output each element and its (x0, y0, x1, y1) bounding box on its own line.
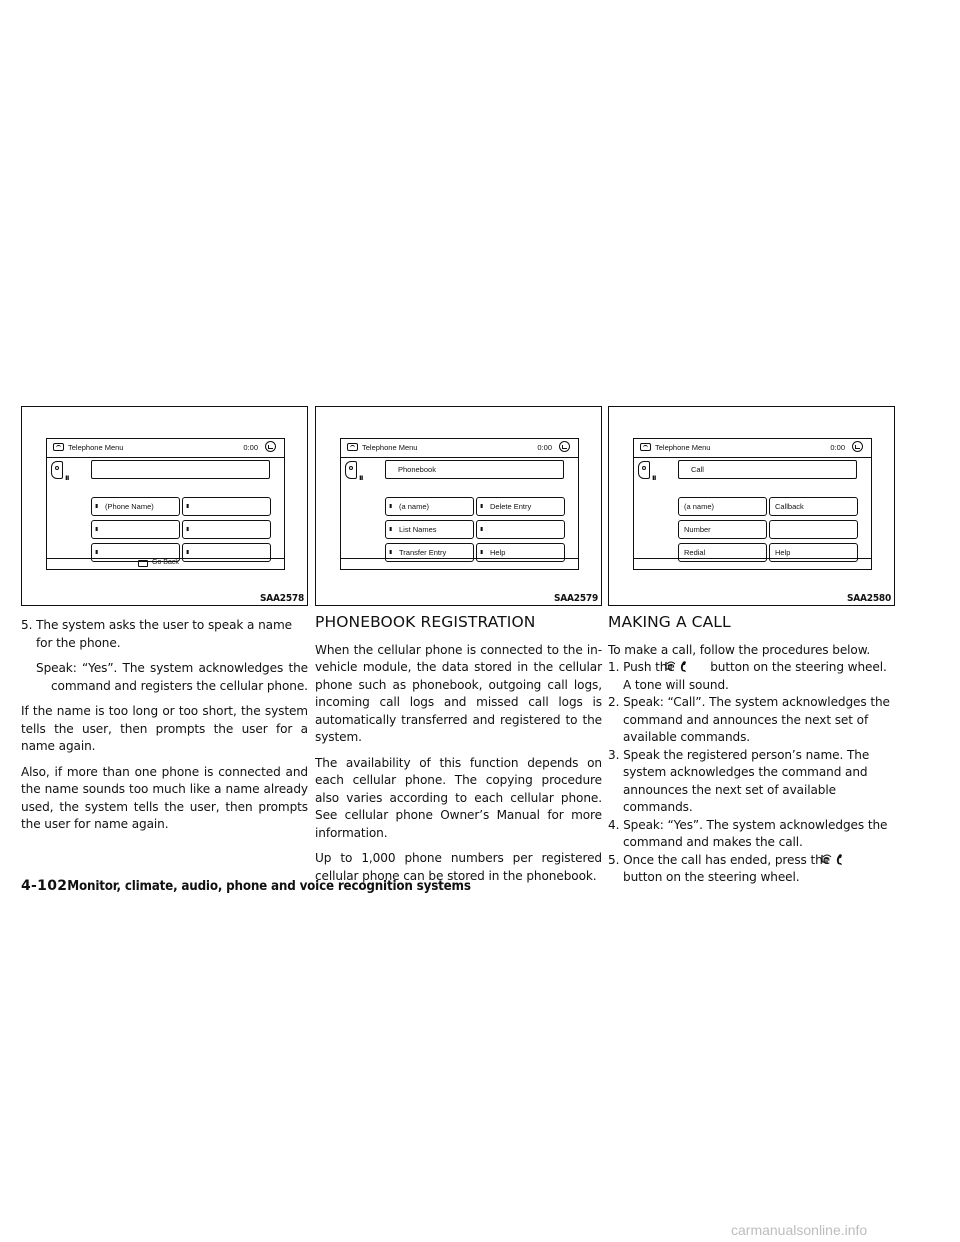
page-footer (21, 878, 471, 894)
step-number: 1. (608, 660, 624, 674)
step-text: button on the steering wheel. (623, 870, 800, 884)
menu-button[interactable] (769, 520, 858, 539)
voice-icon: ıı (480, 502, 482, 510)
step-text: Push the (623, 660, 675, 674)
talk-phone-icon (819, 852, 847, 866)
step-item (608, 659, 895, 694)
talk-phone-icon (678, 659, 706, 673)
screen-footer (634, 558, 871, 569)
voice-icon: ıı (95, 525, 97, 533)
voice-icon: ıı (389, 525, 391, 533)
phone-icon (53, 443, 64, 451)
menu-button[interactable] (769, 497, 858, 516)
command-bar-label: Phonebook (398, 465, 436, 474)
telephone-screen (340, 438, 579, 570)
step-text: Speak the registered person’s name. The system acknowledges the command and announces the next set of available commands. (623, 747, 870, 814)
menu-button-label: Help (775, 548, 791, 557)
voice-icon: ıı (186, 502, 188, 510)
step-text: Once the call has ended, press the (623, 852, 831, 867)
paragraph: Up to 1,000 phone numbers per registered cellular phone can be stored in the phonebook. (315, 851, 602, 883)
step-text: The system asks the user to speak a name for the phone. (36, 618, 292, 650)
step-text: button on the steering wheel. A tone will sound. (623, 660, 887, 692)
section-heading: MAKING A CALL (608, 613, 731, 631)
menu-button-label: Callback (775, 502, 804, 511)
voice-face-icon: ıı (638, 461, 654, 481)
intro-text: To make a call, follow the procedures below. (608, 642, 871, 657)
screen-header (341, 439, 578, 458)
step-number: 2. (608, 695, 624, 709)
voice-icon: ıı (480, 525, 482, 533)
step-5 (21, 617, 308, 652)
command-bar (678, 460, 857, 479)
menu-button[interactable] (476, 497, 565, 516)
call-timer: 0:00 (243, 443, 258, 452)
voice-icon: ıı (389, 548, 391, 556)
page-number: 4-102 (21, 878, 68, 894)
back-icon[interactable] (265, 441, 276, 452)
voice-face-icon: ıı (345, 461, 361, 481)
telephone-screen (633, 438, 872, 570)
voice-icon: ıı (95, 548, 97, 556)
go-back-label[interactable]: Go Back (152, 559, 179, 566)
voice-icon: ıı (389, 502, 391, 510)
step-5-sub: Speak: “Yes”. The system acknowledges the command and registers the cellular phone. (36, 661, 308, 693)
step-number: 5. (21, 618, 37, 632)
menu-button-label: (Phone Name) (105, 502, 154, 511)
menu-button[interactable] (678, 520, 767, 539)
voice-icon: ıı (480, 548, 482, 556)
screen-title: Telephone Menu (362, 443, 418, 452)
step-item (608, 817, 895, 852)
watermark: carmanualsonline.info (731, 1222, 868, 1238)
menu-button[interactable] (91, 497, 180, 516)
step-text: Speak: “Call”. The system acknowledges the command and announces the next set of available commands. (623, 695, 890, 744)
step-number: 4. (608, 817, 624, 832)
menu-button[interactable] (476, 520, 565, 539)
menu-button-label: List Names (399, 525, 437, 534)
menu-button[interactable] (91, 520, 180, 539)
paragraph: If the name is too long or too short, the system tells the user, then prompts the user for a name again. (21, 704, 308, 753)
back-icon[interactable] (559, 441, 570, 452)
figure-code: SAA2578 (259, 593, 304, 604)
screen-header (634, 439, 871, 458)
step-number: 3. (608, 747, 624, 762)
screen-title: Telephone Menu (655, 443, 711, 452)
figure-saa2579 (315, 406, 602, 606)
command-bar-label: Call (691, 465, 704, 474)
call-timer: 0:00 (537, 443, 552, 452)
figure-code: SAA2580 (846, 593, 891, 604)
menu-button[interactable] (182, 520, 271, 539)
voice-icon: ıı (186, 525, 188, 533)
screen-footer (341, 558, 578, 569)
menu-button-label: Help (490, 548, 506, 557)
talk-phone-icon (663, 659, 691, 673)
menu-button[interactable] (678, 497, 767, 516)
menu-button-label: (a name) (399, 502, 430, 511)
section-heading: PHONEBOOK REGISTRATION (315, 613, 536, 631)
screen-footer (47, 558, 284, 569)
back-icon[interactable] (852, 441, 863, 452)
paragraph: When the cellular phone is connected to the in-vehicle module, the data stored in the cellular phone such as phonebook, outgoing call logs, incoming call logs and missed call logs is automatically transferred and registered to the system. (315, 642, 602, 744)
figure-saa2578 (21, 406, 308, 606)
talk-phone-icon (834, 852, 862, 866)
screen-title: Telephone Menu (68, 443, 124, 452)
steps-list (608, 659, 895, 887)
figure-code: SAA2579 (553, 593, 598, 604)
step-item (608, 852, 895, 887)
menu-button[interactable] (385, 497, 474, 516)
chapter-title: Monitor, climate, audio, phone and voice recognition systems (67, 879, 471, 894)
paragraph: The availability of this function depends on each cellular phone. The copying procedure also varies according to each cellular phone. See cellular phone Owner’s Manual for more information. (315, 755, 602, 840)
menu-button-label: Delete Entry (490, 502, 532, 511)
voice-face-icon: ıı (51, 461, 67, 481)
command-bar (91, 460, 270, 479)
column-1 (21, 617, 308, 842)
column-3 (608, 614, 895, 887)
step-item (608, 747, 895, 817)
step-item (608, 694, 895, 747)
column-2 (315, 614, 602, 893)
call-timer: 0:00 (830, 443, 845, 452)
voice-icon: ıı (186, 548, 188, 556)
voice-icon: ıı (95, 502, 97, 510)
menu-button[interactable] (182, 497, 271, 516)
figure-saa2580 (608, 406, 895, 606)
menu-button-label: Number (684, 525, 711, 534)
step-number: 5. (608, 852, 624, 867)
paragraph: Also, if more than one phone is connected and the name sounds too much like a name already used, the system tells the user, then prompts the user for name again. (21, 764, 308, 831)
step-text: Speak: “Yes”. The system acknowledges the command and makes the call. (623, 817, 888, 849)
menu-button-label: Transfer Entry (399, 548, 447, 557)
phone-icon (347, 443, 358, 451)
menu-button-label: (a name) (684, 502, 715, 511)
command-bar (385, 460, 564, 479)
menu-button[interactable] (385, 520, 474, 539)
telephone-screen (46, 438, 285, 570)
screen-header (47, 439, 284, 458)
go-back-icon (138, 560, 148, 567)
menu-button-label: Redial (684, 548, 706, 557)
phone-icon (640, 443, 651, 451)
